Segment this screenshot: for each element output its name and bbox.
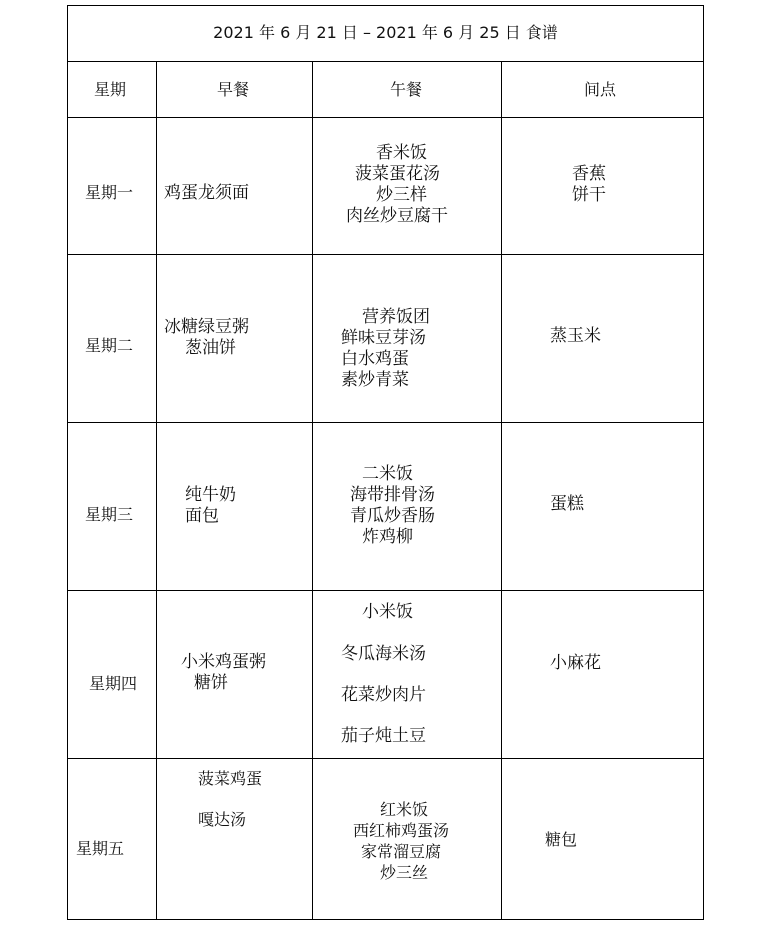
lunch-item: 炒三丝 [380, 863, 429, 882]
column-divider [156, 61, 157, 919]
header-lunch: 午餐 [390, 80, 423, 99]
day-label: 星期五 [76, 839, 125, 858]
lunch-item: 香米饭 [376, 143, 427, 163]
day-label: 星期三 [85, 505, 134, 524]
snack-item: 小麻花 [550, 653, 601, 673]
header-breakfast: 早餐 [217, 80, 250, 99]
row-divider [68, 758, 703, 759]
breakfast-item: 面包 [185, 506, 219, 526]
snack-item: 香蕉 [572, 164, 606, 184]
menu-table [67, 5, 704, 920]
snack-item: 饼干 [572, 185, 606, 205]
breakfast-item: 鸡蛋龙须面 [164, 183, 249, 203]
day-label: 星期二 [85, 336, 134, 355]
column-divider [312, 61, 313, 919]
lunch-item: 家常溜豆腐 [361, 842, 442, 861]
column-divider [501, 61, 502, 919]
lunch-item: 菠菜蛋花汤 [355, 164, 440, 184]
page-title: 2021 年 6 月 21 日 – 2021 年 6 月 25 日 食谱 [213, 23, 558, 42]
breakfast-item: 葱油饼 [185, 338, 236, 358]
lunch-item: 素炒青菜 [341, 370, 409, 390]
lunch-item: 西红柿鸡蛋汤 [353, 821, 450, 840]
breakfast-item: 冰糖绿豆粥 [164, 317, 249, 337]
header-snack: 间点 [584, 80, 617, 99]
row-divider [68, 254, 703, 255]
lunch-item: 肉丝炒豆腐干 [346, 206, 448, 226]
lunch-item: 海带排骨汤 [350, 485, 435, 505]
lunch-item: 炸鸡柳 [362, 527, 413, 547]
snack-item: 蒸玉米 [550, 326, 601, 346]
row-divider [68, 117, 703, 118]
breakfast-item: 嘎达汤 [198, 810, 247, 829]
lunch-item: 茄子炖土豆 [341, 726, 426, 746]
day-label: 星期一 [85, 183, 134, 202]
breakfast-item: 菠菜鸡蛋 [198, 769, 263, 788]
lunch-item: 鲜味豆芽汤 [341, 328, 426, 348]
breakfast-item: 纯牛奶 [185, 485, 236, 505]
lunch-item: 小米饭 [362, 602, 413, 622]
lunch-item: 红米饭 [380, 800, 429, 819]
day-label: 星期四 [89, 674, 138, 693]
breakfast-item: 糖饼 [194, 673, 228, 693]
snack-item: 蛋糕 [550, 494, 584, 514]
lunch-item: 白水鸡蛋 [341, 349, 409, 369]
breakfast-item: 小米鸡蛋粥 [181, 652, 266, 672]
header-day: 星期 [94, 80, 127, 99]
lunch-item: 营养饭团 [362, 307, 430, 327]
lunch-item: 花菜炒肉片 [341, 685, 426, 705]
row-divider [68, 61, 703, 62]
lunch-item: 炒三样 [376, 185, 427, 205]
row-divider [68, 590, 703, 591]
row-divider [68, 422, 703, 423]
lunch-item: 二米饭 [362, 464, 413, 484]
lunch-item: 冬瓜海米汤 [341, 644, 426, 664]
lunch-item: 青瓜炒香肠 [350, 506, 435, 526]
snack-item: 糖包 [545, 830, 578, 849]
